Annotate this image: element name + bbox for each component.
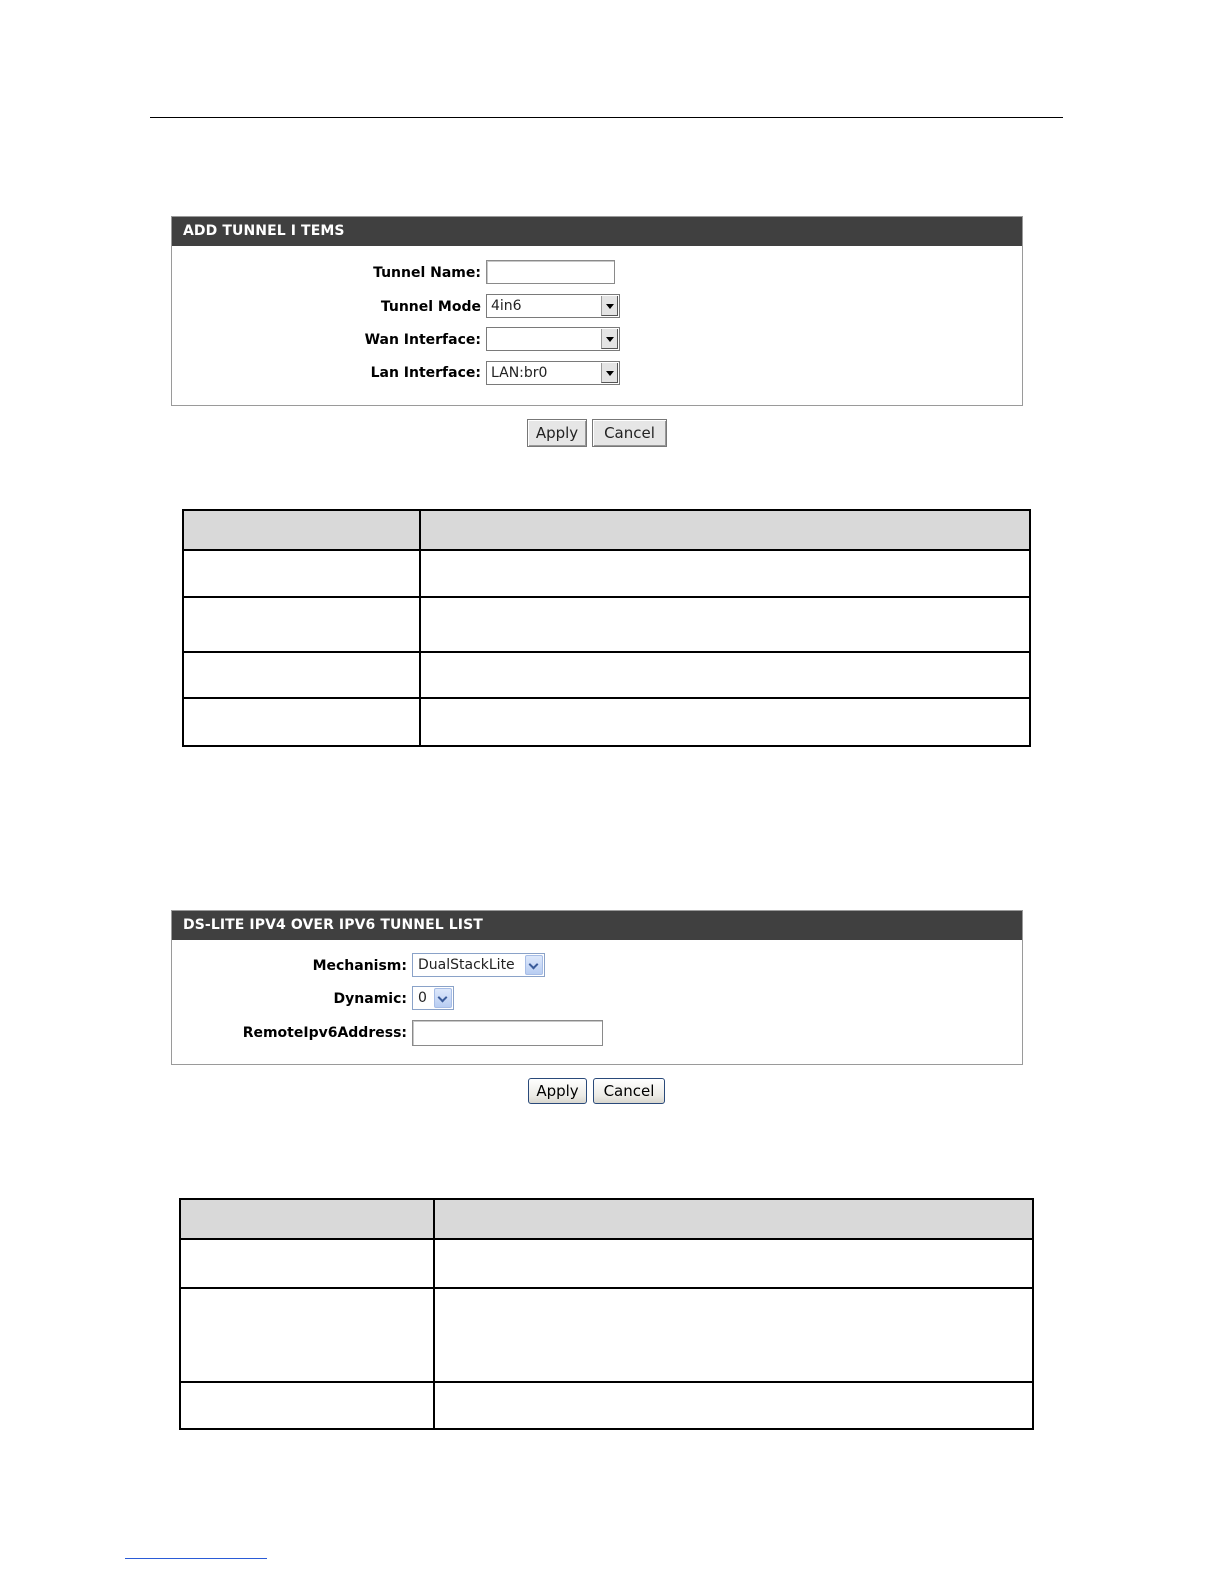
table-cell (420, 550, 1030, 597)
table-row (183, 597, 1030, 652)
panel-title: ADD TUNNEL I TEMS (172, 217, 1022, 246)
table-cell (434, 1239, 1033, 1288)
table-cell (180, 1382, 434, 1429)
tunnel-name-row (172, 260, 481, 286)
panel-title: DS-LITE IPV4 OVER IPV6 TUNNEL LIST (172, 911, 1022, 940)
apply-button[interactable]: Apply (528, 1078, 587, 1104)
table-header-cell (420, 510, 1030, 550)
header-rule (150, 117, 1063, 118)
table-cell (180, 1239, 434, 1288)
table-cell (183, 550, 420, 597)
remote-address-input[interactable] (412, 1020, 603, 1046)
cancel-button[interactable]: Cancel (593, 1078, 665, 1104)
table-row (180, 1288, 1033, 1382)
footer-link-underline (125, 1558, 267, 1559)
ds-lite-panel (171, 910, 1023, 1065)
chevron-down-icon[interactable] (601, 329, 618, 349)
chevron-down-icon[interactable] (601, 363, 618, 383)
chevron-down-icon[interactable] (601, 296, 618, 316)
table-cell (420, 698, 1030, 746)
table-row (180, 1382, 1033, 1429)
lan-interface-label: Lan Interface: (370, 365, 481, 381)
lan-interface-row (172, 360, 481, 386)
chevron-down-icon[interactable] (525, 955, 543, 975)
cancel-button[interactable]: Cancel (592, 419, 667, 447)
table-header-cell (183, 510, 420, 550)
table-row (183, 550, 1030, 597)
tunnel-name-input[interactable] (486, 260, 615, 284)
dynamic-row (172, 986, 407, 1012)
dynamic-value: 0 (418, 990, 427, 1006)
table-row (180, 1239, 1033, 1288)
add-tunnel-panel (171, 216, 1023, 406)
chevron-down-icon[interactable] (434, 988, 452, 1008)
wan-interface-row (172, 327, 481, 353)
remote-address-label: RemoteIpv6Address: (242, 1025, 407, 1041)
tunnel-mode-row (172, 294, 481, 320)
apply-button[interactable]: Apply (527, 419, 587, 447)
wan-interface-label: Wan Interface: (364, 332, 481, 348)
remote-address-row (172, 1020, 407, 1046)
table-header-cell (434, 1199, 1033, 1239)
table-cell (183, 698, 420, 746)
table-cell (420, 652, 1030, 698)
table-header-row (183, 510, 1030, 550)
table-row (183, 652, 1030, 698)
table-header-row (180, 1199, 1033, 1239)
table-header-cell (180, 1199, 434, 1239)
mechanism-select[interactable] (412, 953, 545, 977)
mechanism-value: DualStackLite (418, 957, 515, 973)
lan-interface-value: LAN:br0 (491, 365, 548, 381)
tunnel-mode-label: Tunnel Mode (380, 299, 481, 315)
table-cell (434, 1288, 1033, 1382)
tunnel-mode-value: 4in6 (491, 298, 522, 314)
wan-interface-select[interactable] (486, 327, 620, 351)
table-cell (434, 1382, 1033, 1429)
lan-interface-select[interactable] (486, 361, 620, 385)
tunnel-items-table (182, 509, 1031, 747)
tunnel-mode-select[interactable] (486, 294, 620, 318)
table-cell (420, 597, 1030, 652)
table-cell (180, 1288, 434, 1382)
table-cell (183, 597, 420, 652)
table-cell (183, 652, 420, 698)
dynamic-select[interactable] (412, 986, 454, 1010)
dynamic-label: Dynamic: (333, 991, 407, 1007)
ds-lite-table (179, 1198, 1034, 1430)
mechanism-row (172, 953, 407, 979)
table-row (183, 698, 1030, 746)
tunnel-name-label: Tunnel Name: (373, 265, 481, 281)
mechanism-label: Mechanism: (312, 958, 407, 974)
